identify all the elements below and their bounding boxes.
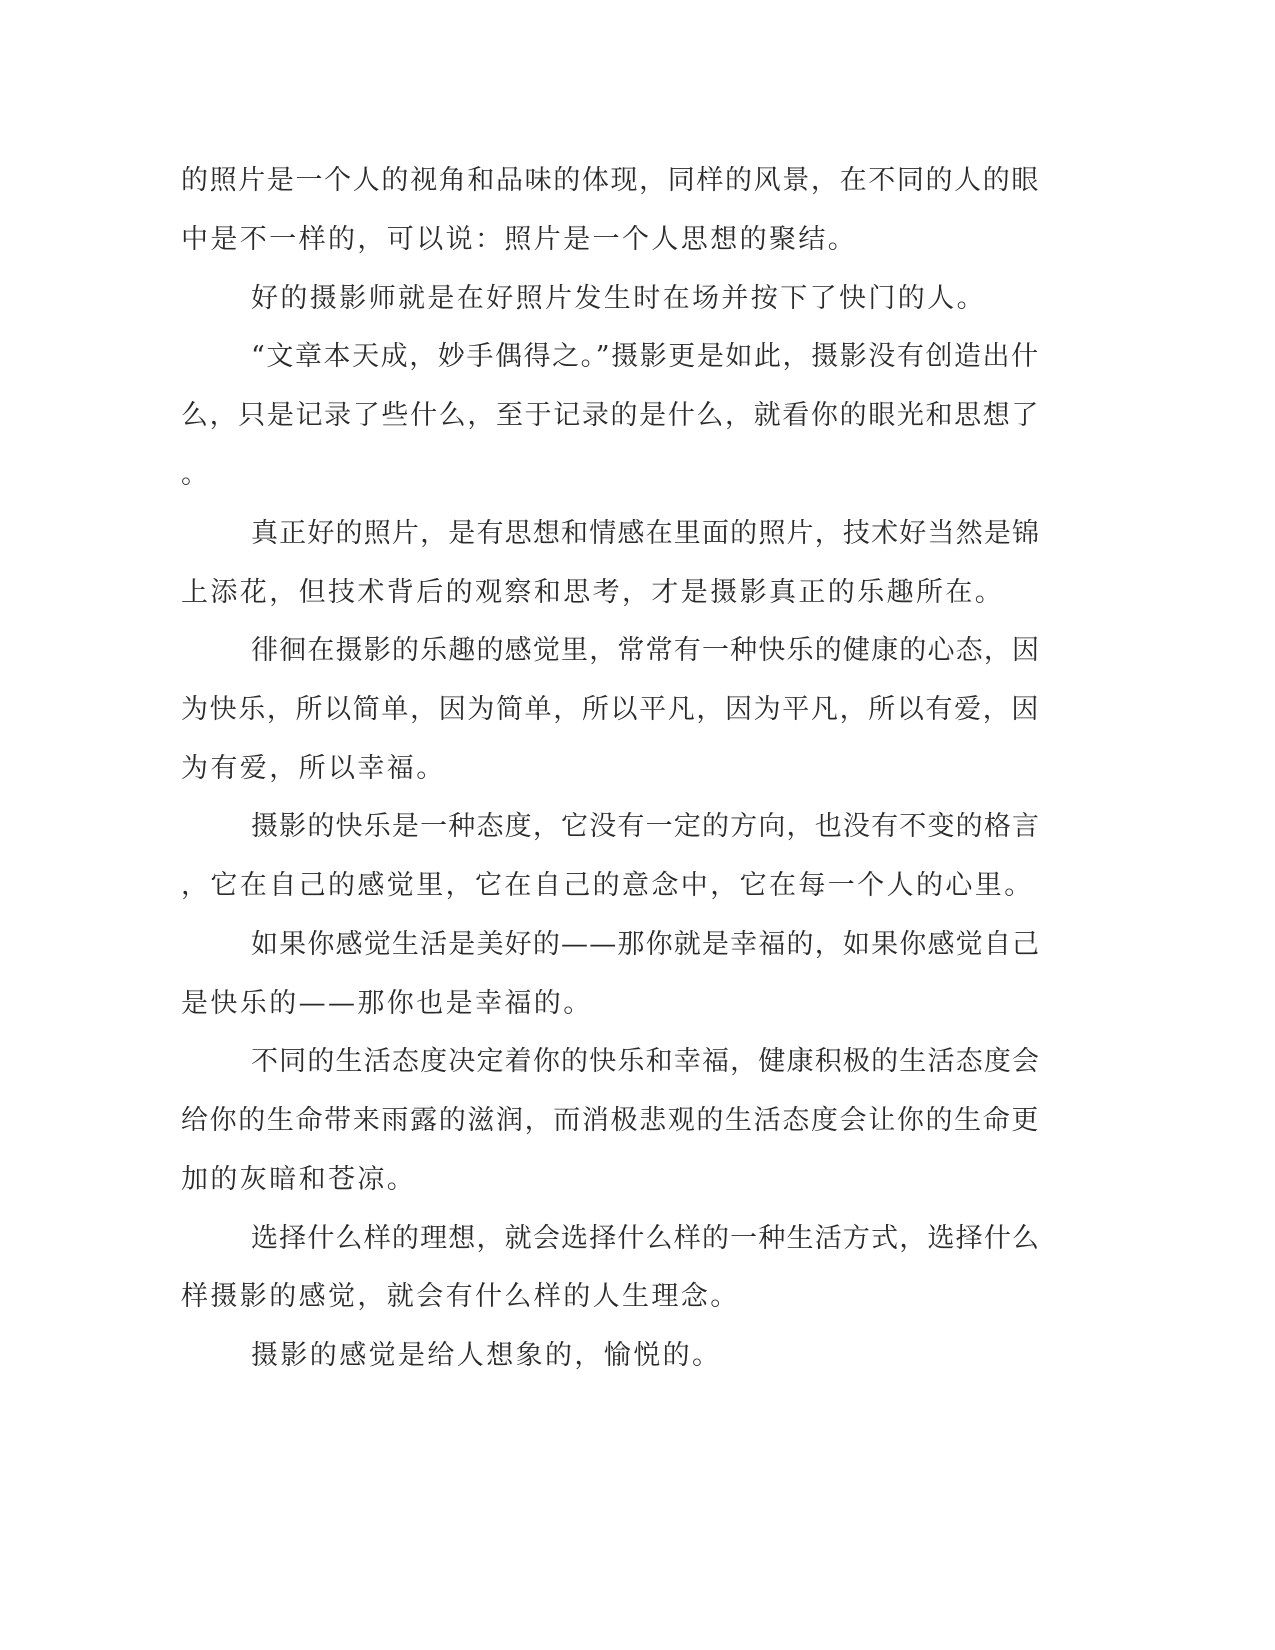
text-line: 上添花，但技术背后的观察和思考，才是摄影真正的乐趣所在。 xyxy=(181,577,1005,608)
text-line: 。 xyxy=(181,459,211,490)
text-line: ，它在自己的感觉里，它在自己的意念中，它在每一个人的心里。 xyxy=(181,870,1034,901)
text-line: 如果你感觉生活是美好的——那你就是幸福的，如果你感觉自己 xyxy=(251,929,1041,960)
text-line: 徘徊在摄影的乐趣的感觉里，常常有一种快乐的健康的心态，因 xyxy=(251,635,1041,666)
text-line: 样摄影的感觉，就会有什么样的人生理念。 xyxy=(181,1281,740,1312)
text-line: 加的灰暗和苍凉。 xyxy=(181,1164,417,1195)
text-line: 是快乐的——那你也是幸福的。 xyxy=(181,988,593,1019)
text-line: 真正好的照片，是有思想和情感在里面的照片，技术好当然是锦 xyxy=(251,518,1041,549)
text-line: 为快乐，所以简单，因为简单，所以平凡，因为平凡，所以有爱，因 xyxy=(181,694,1040,725)
text-line: 不同的生活态度决定着你的快乐和幸福，健康积极的生活态度会 xyxy=(251,1046,1041,1077)
text-line: 摄影的快乐是一种态度，它没有一定的方向，也没有不变的格言 xyxy=(251,811,1041,842)
text-line: 选择什么样的理想，就会选择什么样的一种生活方式，选择什么 xyxy=(251,1223,1041,1254)
text-line: 的照片是一个人的视角和品味的体现，同样的风景，在不同的人的眼 xyxy=(181,165,1040,196)
text-line: 为有爱，所以幸福。 xyxy=(181,753,446,784)
text-line: “文章本天成，妙手偶得之。”摄影更是如此，摄影没有创造出什 xyxy=(251,341,1040,372)
text-line: 好的摄影师就是在好照片发生时在场并按下了快门的人。 xyxy=(251,283,986,314)
text-line: 摄影的感觉是给人想象的，愉悦的。 xyxy=(251,1340,722,1371)
text-line: 中是不一样的，可以说：照片是一个人思想的聚结。 xyxy=(181,224,858,255)
text-line: 么，只是记录了些什么，至于记录的是什么，就看你的眼光和思想了 xyxy=(181,400,1040,431)
text-line: 给你的生命带来雨露的滋润，而消极悲观的生活态度会让你的生命更 xyxy=(181,1105,1040,1136)
